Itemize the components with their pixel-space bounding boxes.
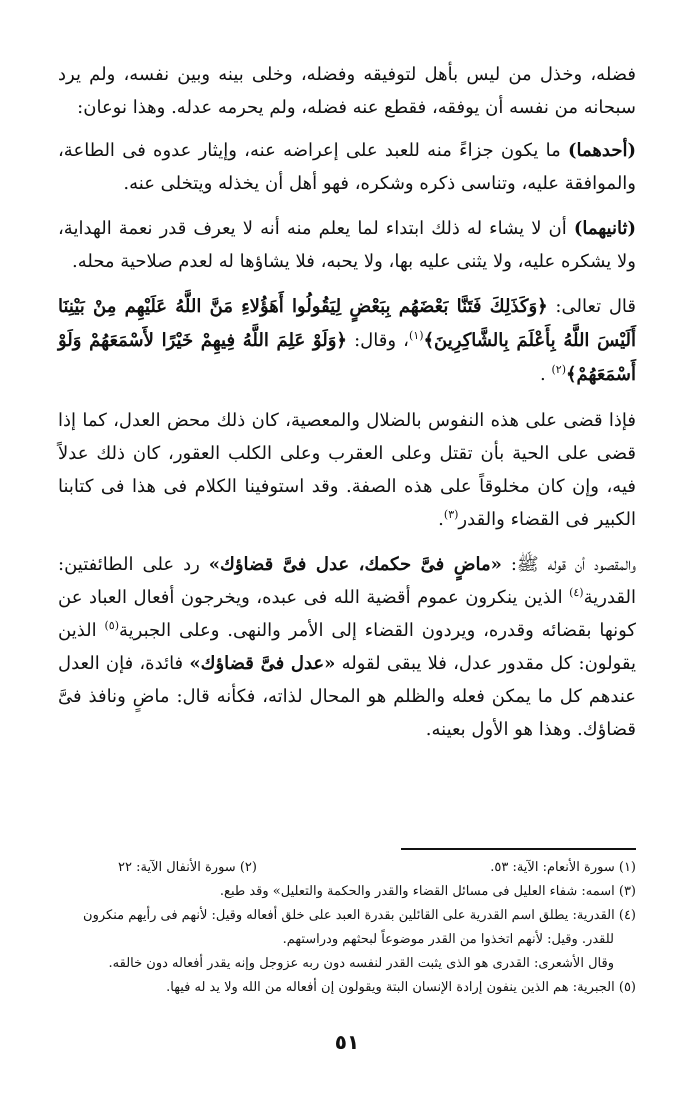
paragraph-5-end: . xyxy=(438,509,444,530)
footnote-row-1-2 xyxy=(58,856,636,880)
footnote-3: (٣) اسمه: شفاء العليل فى مسائل القضاء والقدر والحكمة والتعليل» وقد طبع. xyxy=(219,884,636,899)
footnotes xyxy=(58,856,636,1000)
footnote-ref-4: (٤) xyxy=(569,586,584,599)
paragraph-5-text: فإذا قضى على هذه النفوس بالضلال والمعصية، كان ذلك محض العدل، كما إذا قضى على الحية بأن تقتل وعلى العقرب وعلى الكلب العقور، كان ذلك عدلاً فيه، وإن كان مخلوقاً على هذه الصفة. وقد استوفينا الكلام فى هذا فى كتابنا الكبير فى القضاء والقدر xyxy=(58,410,636,530)
footnote-divider xyxy=(401,848,636,850)
paragraph-4-intro: قال تعالى: xyxy=(547,296,637,317)
hadith-quote-2: «عدل فىَّ قضاؤك» xyxy=(189,653,336,674)
paragraph-1 xyxy=(58,58,636,124)
hadith-quote-1: «ماضٍ فىَّ حكمك، عدل فىَّ قضاؤك» xyxy=(208,554,502,575)
paragraph-6 xyxy=(58,548,636,746)
footnote-ref-2: (٢) xyxy=(551,363,566,376)
paragraph-1-text: فضله، وخذل من ليس بأهل لتوفيقه وفضله، وخلى بينه وبين نفسه، ولم يرد سبحانه من نفسه أن يوفقه، فقطع عنه فضله، ولم يحرمه عدله. وهذا نوعان: xyxy=(58,64,636,118)
paragraph-2 xyxy=(58,134,636,200)
paragraph-2-lead: (أحدهما) xyxy=(568,140,636,161)
paragraph-6-a: والمقصود أن قوله ﷺ: xyxy=(501,554,636,575)
paragraph-6-c: الذين ينكرون عموم أقضية الله فى عبده، ويخرجون أفعال العباد عن كونها بقضائه وقدره، ويردون القضاء إلى الأمر والنهى. وعلى الجبرية xyxy=(58,587,636,641)
footnote-4-continued: للقدر. وقيل: لأنهم اتخذوا من القدر موضوعاً لبحثهم ودراستهم. xyxy=(282,932,614,947)
paragraph-6-e: فائدة، فإن العدل عندهم كل ما يمكن فعله والظلم هو المحال لذاته، فكأنه قال: ماضٍ ونافذ فىَّ قضاؤك. وهذا هو الأول بعينه. xyxy=(58,653,636,740)
footnote-2: (٢) سورة الأنفال الآية: ٢٢ xyxy=(118,860,257,875)
paragraph-2-text: ما يكون جزاءً منه للعبد على إعراضه عنه، وإيثار عدوه فى الطاعة، والموافقة عليه، وتناسى ذكره وشكره، فهو أهل أن يخذله ويتخلى عنه. xyxy=(58,140,636,194)
paragraph-6-d: الذين يقولون: كل مقدور عدل، فلا يبقى لقوله xyxy=(58,620,636,674)
footnote-5: (٥) الجبرية: هم الذين ينفون إرادة الإنسان البتة ويقولون إن أفعاله من الله ولا يد له فيها. xyxy=(166,980,636,995)
footnote-ref-1: (١) xyxy=(408,329,424,342)
paragraph-4-mid: ، وقال: xyxy=(346,330,409,351)
quran-verse-2: ﴿وَلَوْ عَلِمَ اللَّهُ فِيهِمْ خَيْرًا لأَسْمَعَهُمْ وَلَوْ أَسْمَعَهُمْ﴾ xyxy=(58,330,636,385)
footnote-ref-5: (٥) xyxy=(104,619,120,632)
paragraph-6-b: رد على الطائفتين: القدرية xyxy=(58,554,636,608)
footnote-1: (١) سورة الأنعام: الآية: ٥٣. xyxy=(490,860,636,875)
paragraph-3-text: أن لا يشاء له ذلك ابتداء لما يعلم منه أنه لا يعرف قدر نعمة الهداية، ولا يشكره عليه، ولا يثنى عليه بها، ولا يحبه، فلا يشاؤها له لعدم صلاحية محله. xyxy=(58,218,636,272)
quran-verse-1: ﴿وَكَذَلِكَ فَتَنَّا بَعْضَهُم بِبَعْضٍ لِيَقُولُوا أَهَؤُلاءِ مَنَّ اللَّهُ عَلَيْهِم مِنْ بَيْنِنَا أَلَيْسَ اللَّهُ بِأَعْلَمَ بِالشَّاكِرِينَ﴾ xyxy=(58,296,636,351)
footnote-4-ashari: وقال الأشعرى: القدرى هو الذى يثبت القدر لنفسه دون ربه عزوجل وإنه يقدر أفعاله دون خالقه. xyxy=(108,956,614,971)
footnote-4: (٤) القدرية: يطلق اسم القدرية على القائلين بقدرة العبد على خلق أفعاله وقيل: لأنهم فى رأيهم منكرون xyxy=(83,908,636,923)
paragraph-3-lead: (ثانيهما) xyxy=(573,218,636,239)
paragraph-3 xyxy=(58,212,636,278)
paragraph-4-end: . xyxy=(540,364,552,385)
page-number: ٥١ xyxy=(334,1030,360,1054)
footnote-ref-3: (٣) xyxy=(443,508,459,521)
paragraph-4-quran xyxy=(58,290,636,392)
paragraph-5 xyxy=(58,404,636,536)
